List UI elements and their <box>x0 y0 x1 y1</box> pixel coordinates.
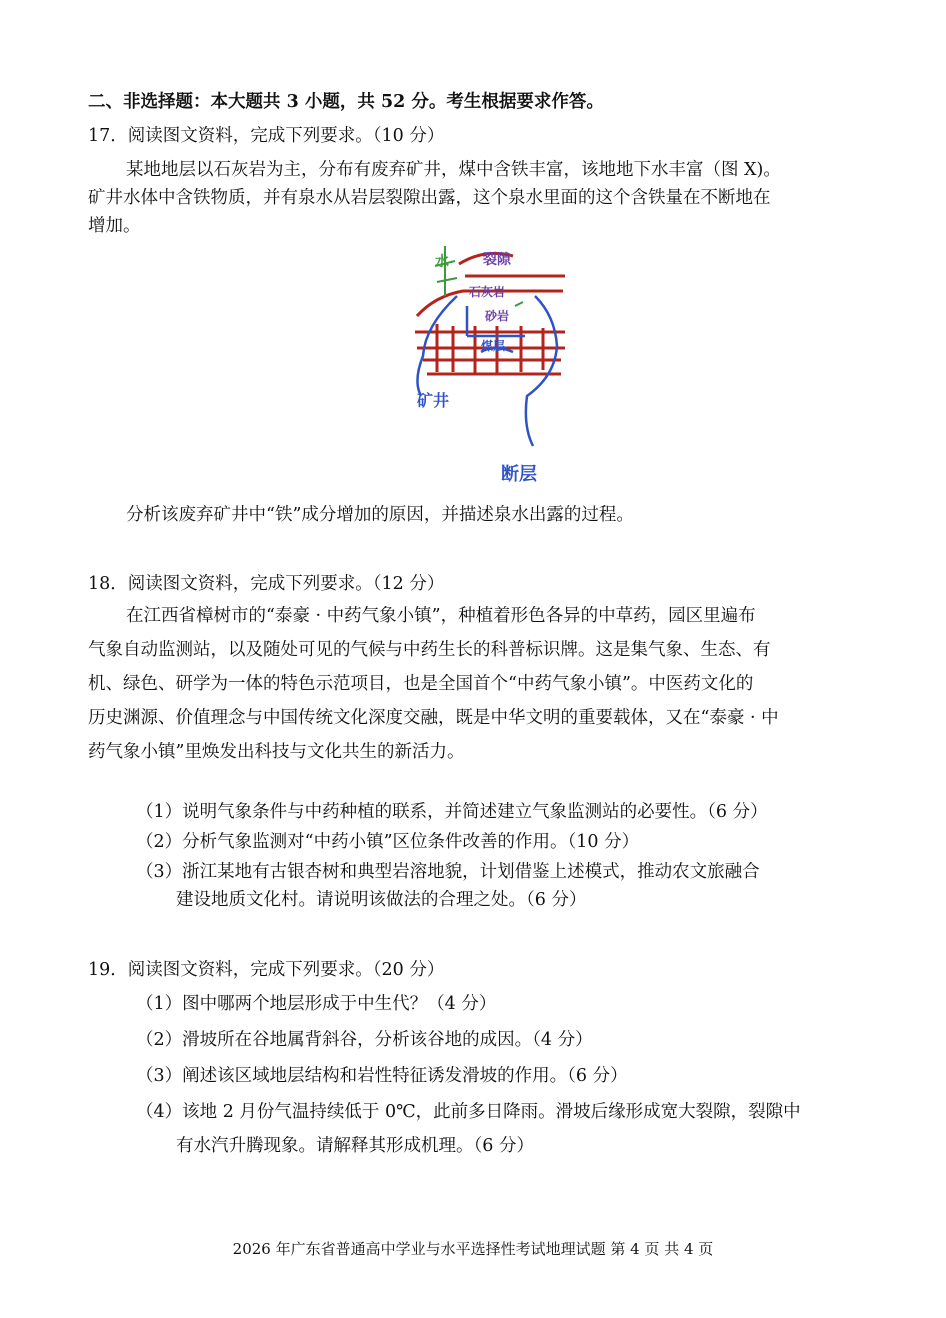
q19-item-4-cont: 有水汽升腾现象。请解释其形成机理。（6 分） <box>176 1136 534 1156</box>
q19-item-2: （2）滑坡所在谷地属背斜谷，分析该谷地的成因。（4 分） <box>136 1030 593 1050</box>
figure-label-coal-seam: 煤层 <box>481 339 506 353</box>
q18-item-3-cont: 建设地质文化村。请说明该做法的合理之处。（6 分） <box>176 890 587 910</box>
figure-label-water: 水 <box>435 254 449 270</box>
q17-title: 17．阅读图文资料，完成下列要求。（10 分） <box>88 126 445 146</box>
q17-passage-line-2: 矿井水体中含铁物质，并有泉水从岩层裂隙出露，这个泉水里面的这个含铁量在不断地在 <box>88 188 771 208</box>
q18-item-3: （3）浙江某地有古银杏树和典型岩溶地貌，计划借鉴上述模式，推动农文旅融合 <box>136 862 760 882</box>
q18-item-1: （1）说明气象条件与中药种植的联系，并简述建立气象监测站的必要性。（6 分） <box>136 802 768 822</box>
q18-item-2: （2）分析气象监测对“中药小镇”区位条件改善的作用。（10 分） <box>136 832 640 852</box>
figure-label-fissure: 裂隙 <box>483 252 511 268</box>
q19-item-3: （3）阐述该区域地层结构和岩性特征诱发滑坡的作用。（6 分） <box>136 1066 628 1086</box>
q18-title: 18．阅读图文资料，完成下列要求。（12 分） <box>88 574 445 594</box>
figure-label-fault: 断层 <box>501 464 537 485</box>
figure-label-limestone: 石灰岩 <box>469 285 506 299</box>
q18-passage-line-2: 气象自动监测站，以及随处可见的气候与中药生长的科普标识牌。这是集气象、生态、有 <box>88 640 771 660</box>
q18-passage-line-3: 机、绿色、研学为一体的特色示范项目，也是全国首个“中药气象小镇”。中医药文化的 <box>88 674 754 694</box>
figure-label-sandstone: 砂岩 <box>485 309 510 323</box>
q18-passage-line-1: 在江西省樟树市的“泰豪 · 中药气象小镇”，种植着形色各异的中草药，园区里遍布 <box>126 606 756 626</box>
figure-x-sketch <box>405 236 575 496</box>
q17-passage-line-1: 某地地层以石灰岩为主，分布有废弃矿井，煤中含铁丰富，该地地下水丰富（图 X)。 <box>126 160 781 180</box>
q17-prompt: 分析该废弃矿井中“铁”成分增加的原因，并描述泉水出露的过程。 <box>126 505 634 525</box>
figure-label-mine: 矿井 <box>417 391 450 410</box>
section-heading: 二、非选择题：本大题共 3 小题，共 52 分。考生根据要求作答。 <box>88 92 604 112</box>
q17-passage-line-3: 增加。 <box>88 216 141 236</box>
q19-item-4: （4）该地 2 月份气温持续低于 0℃，此前多日降雨。滑坡后缘形成宽大裂隙，裂隙中 <box>136 1102 801 1122</box>
q18-passage-line-5: 药气象小镇”里焕发出科技与文化共生的新活力。 <box>88 742 465 762</box>
page-footer: 2026 年广东省普通高中学业与水平选择性考试地理试题 第 4 页 共 4 页 <box>232 1240 714 1258</box>
q19-item-1: （1）图中哪两个地层形成于中生代？（4 分） <box>136 994 497 1014</box>
q19-title: 19．阅读图文资料，完成下列要求。（20 分） <box>88 960 445 980</box>
q18-passage-line-4: 历史渊源、价值理念与中国传统文化深度交融，既是中华文明的重要载体，又在“泰豪 · 中 <box>88 708 779 728</box>
